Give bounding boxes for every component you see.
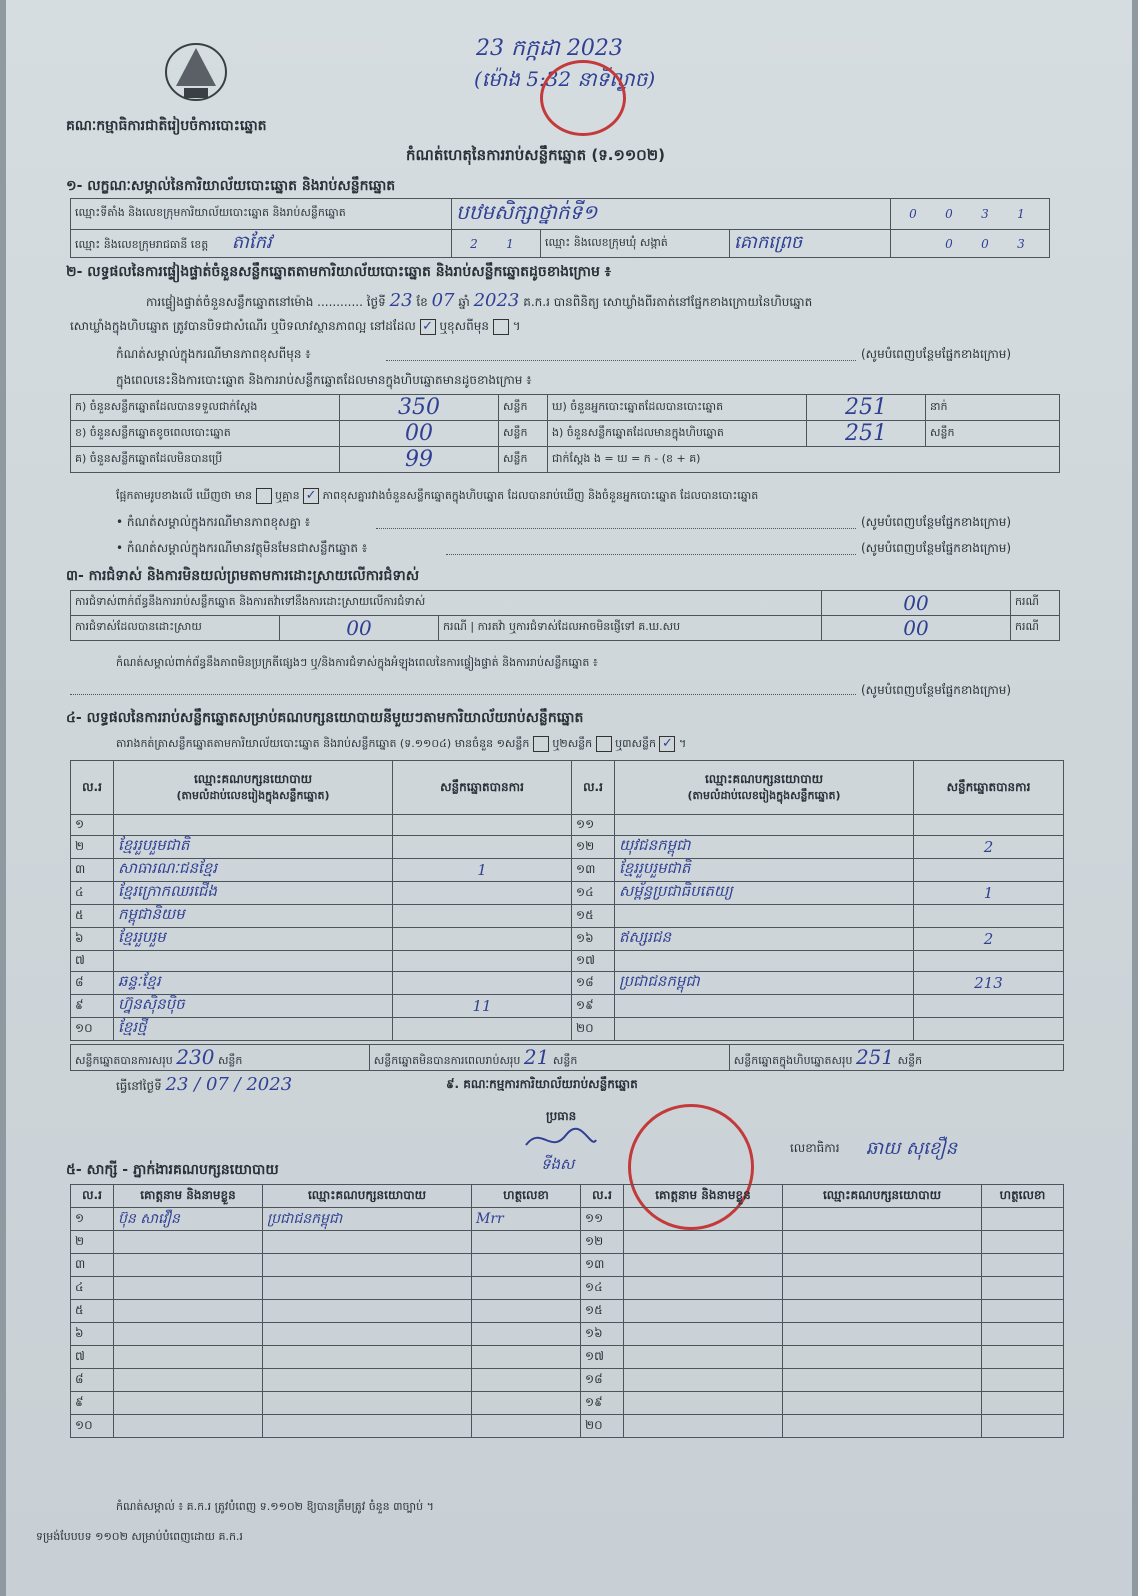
- party-name: [615, 815, 914, 836]
- party-name: ឆន្ទៈខ្មែរ: [114, 972, 393, 995]
- witness-sign: [472, 1300, 581, 1323]
- party-row: [71, 1018, 1064, 1041]
- witness-party: [263, 1231, 472, 1254]
- discrepancy-note-label: • កំណត់សម្គាល់ក្នុងករណីមានភាពខុសគ្នា ៖: [116, 515, 311, 529]
- witness-name: [624, 1323, 783, 1346]
- resolved-label: ការជំទាស់ដែលបានដោះស្រាយ: [71, 616, 280, 641]
- party-name: ខ្មែររួបរួមជាតិ: [114, 836, 393, 859]
- witness-row: [71, 1392, 1064, 1415]
- party-votes: [393, 1018, 572, 1041]
- witness-row: [71, 1346, 1064, 1369]
- col-no: ល.រ: [71, 761, 114, 815]
- witness-name: [114, 1369, 263, 1392]
- section-2-heading: ២- លទ្ធផលនៃការផ្ទៀងផ្ទាត់ចំនួនសន្លឹកឆ្នោតតាមការិយាល័យបោះឆ្នោត និងរាប់សន្លឹកឆ្នោតដូចខាងក្រោម ៖: [66, 264, 611, 280]
- witness-name: [624, 1231, 783, 1254]
- col-party: ឈ្មោះគណបក្សនយោបាយ (តាមលំដាប់លេខរៀងក្នុងសន្លឹកឆ្នោត): [114, 761, 393, 815]
- three-sheets-checkbox[interactable]: ✓: [659, 736, 675, 752]
- party-name: ខ្មែរក្រោកឈរជើង: [114, 882, 393, 905]
- witness-party: [783, 1208, 982, 1231]
- party-name: [615, 1018, 914, 1041]
- section-1-table: [70, 198, 1050, 258]
- fill-hint-4: (សូមបំពេញបន្ថែមផ្នែកខាងក្រោម): [861, 683, 1012, 697]
- row-no: ២: [71, 836, 114, 859]
- row-no: ៣: [71, 859, 114, 882]
- objections-label: ការជំទាស់ពាក់ព័ន្ធនឹងការរាប់សន្លឹកឆ្នោត និងការតវ៉ាទៅនឹងការដោះស្រាយលើការជំទាស់: [71, 591, 822, 616]
- row-no: ៤: [71, 882, 114, 905]
- witness-name: [624, 1300, 783, 1323]
- witness-name: [624, 1392, 783, 1415]
- unused-ballots-value: 99: [340, 447, 499, 473]
- foreign-object-note-label: • កំណត់សម្គាល់ក្នុងករណីមានវត្ថុមិនមែនជាសន្លឹកឆ្នោត ៖: [116, 541, 368, 555]
- witness-party: [263, 1277, 472, 1300]
- witness-sign: [472, 1323, 581, 1346]
- party-name: [615, 951, 914, 972]
- witness-party: [263, 1415, 472, 1438]
- witness-no: ១៤: [581, 1277, 624, 1300]
- party-votes: [914, 995, 1064, 1018]
- party-name: [114, 815, 393, 836]
- witness-name: [114, 1346, 263, 1369]
- witness-party: [783, 1346, 982, 1369]
- witness-no: ១៨: [581, 1369, 624, 1392]
- party-votes: [393, 928, 572, 951]
- witness-row: [71, 1277, 1064, 1300]
- party-row: [71, 882, 1064, 905]
- party-name: ឥស្សរជន: [615, 928, 914, 951]
- difference-note-label: កំណត់សម្គាល់ក្នុងករណីមានភាពខុសពីមុន ៖: [116, 347, 311, 361]
- party-votes: 11: [393, 995, 572, 1018]
- station-name-value: បឋមសិក្សាថ្នាក់ទី១: [452, 199, 891, 230]
- witness-party: [263, 1254, 472, 1277]
- party-name: ខ្មែររួបរួម: [114, 928, 393, 951]
- party-votes: 213: [914, 972, 1064, 995]
- witness-no: ១២: [581, 1231, 624, 1254]
- witness-row: [71, 1323, 1064, 1346]
- party-name: កម្ពុជានិយម: [114, 905, 393, 928]
- document-page: [6, 0, 1132, 1596]
- witness-row: [71, 1369, 1064, 1392]
- witness-party: [263, 1369, 472, 1392]
- row-no: ២០: [572, 1018, 615, 1041]
- row-no: ១៩: [572, 995, 615, 1018]
- party-name: ខ្មែររួបរួមជាតិ: [615, 859, 914, 882]
- witness-col-sign: ហត្ថលេខា: [472, 1185, 581, 1208]
- party-name: ប្រជាជនកម្ពុជា: [615, 972, 914, 995]
- witness-sign: [982, 1300, 1064, 1323]
- section-4-heading: ៤- លទ្ធផលនៃការរាប់សន្លឹកឆ្នោតសម្រាប់គណបក្សនយោបាយនីមួយៗតាមការិយាល័យរាប់សន្លឹកឆ្នោត: [66, 710, 584, 726]
- witness-no: ៤: [71, 1277, 114, 1300]
- witness-party: [783, 1254, 982, 1277]
- witness-party: [263, 1346, 472, 1369]
- spoiled-ballots-value: 00: [340, 421, 499, 447]
- witness-no: ៩: [71, 1392, 114, 1415]
- received-date-handwriting: 23 កក្កដា 2023: [476, 36, 623, 61]
- ballot-formula: ជាក់ស្ដែង ង = ឃ = ក - (ខ + គ): [548, 447, 1060, 473]
- witness-no: ១៥: [581, 1300, 624, 1323]
- difference-note-line[interactable]: [386, 360, 856, 361]
- witness-name: [114, 1254, 263, 1277]
- two-sheets-checkbox[interactable]: [596, 736, 612, 752]
- party-votes: [914, 815, 1064, 836]
- witness-sign: [472, 1346, 581, 1369]
- witness-sign: [982, 1392, 1064, 1415]
- party-name: [615, 995, 914, 1018]
- unit-sheet: សន្លឹក: [499, 447, 548, 473]
- witness-name: [624, 1254, 783, 1277]
- witness-sign: [982, 1415, 1064, 1438]
- party-votes: [393, 972, 572, 995]
- party-row: [71, 859, 1064, 882]
- row-no: ១២: [572, 836, 615, 859]
- discrepancy-text: ផ្អែកតាមរូបខាងលើ ឃើញថា មាន ឬគ្មាន ✓ ភាពខុសគ្នារវាងចំនួនសន្លឹកឆ្នោតក្នុងហិបឆ្នោត ដែលបានរាប់ឃើញ និងចំនួនអ្នកបោះឆ្នោត ដែលបានបោះឆ្នោត: [116, 488, 759, 503]
- changed-checkbox[interactable]: [493, 319, 509, 335]
- witness-name: [114, 1231, 263, 1254]
- witness-table: [70, 1184, 1064, 1438]
- party-votes: 1: [393, 859, 572, 882]
- commune-value: គោកព្រេច: [730, 230, 891, 258]
- station-code: 0 0 3 1: [891, 199, 1050, 230]
- section-5-heading: ៥- សាក្សី - ភ្នាក់ងារគណបក្សនយោបាយ: [66, 1162, 279, 1178]
- seal-status-text: សោឃ្លាំងក្នុងហិបឆ្នោត ត្រូវបានបិទជាសំណើរ ឬបិទលាវស្ថានភាពល្អ នៅដដែល ✓ ឬខុសពីមុន ។: [70, 318, 521, 334]
- party-votes: 1: [914, 882, 1064, 905]
- discrepancy-yes-checkbox[interactable]: [256, 488, 272, 504]
- unit-sheet: សន្លឹក: [499, 395, 548, 421]
- witness-sign: [472, 1369, 581, 1392]
- witness-party: [263, 1323, 472, 1346]
- fill-hint-2: (សូមបំពេញបន្ថែមផ្នែកខាងក្រោម): [861, 515, 1012, 529]
- totals-row: [70, 1044, 1064, 1071]
- witness-party: [783, 1277, 982, 1300]
- party-votes: [914, 905, 1064, 928]
- witness-no: ១៦: [581, 1323, 624, 1346]
- witness-row: [71, 1415, 1064, 1438]
- witness-sign: [982, 1208, 1064, 1231]
- party-votes: [393, 905, 572, 928]
- witness-sign: [472, 1415, 581, 1438]
- witness-col-name: គោត្តនាម និងនាមខ្លួន: [114, 1185, 263, 1208]
- objections-value: 00: [822, 591, 1011, 616]
- unit-case: ករណី: [1011, 591, 1060, 616]
- witness-no: ៣: [71, 1254, 114, 1277]
- voters-voted-label: ឃ) ចំនួនអ្នកបោះឆ្នោតដែលបានបោះឆ្នោត: [548, 395, 807, 421]
- party-results-table: [70, 760, 1064, 1041]
- witness-name: [624, 1415, 783, 1438]
- witness-sign: [982, 1254, 1064, 1277]
- objections-table: [70, 590, 1060, 641]
- row-no: ១៥: [572, 905, 615, 928]
- witness-no: ១៩: [581, 1392, 624, 1415]
- witness-sign: [982, 1369, 1064, 1392]
- station-name-label: ឈ្មោះទីតាំង និងលេខក្រុមការិយាល័យបោះឆ្នោត និងរាប់សន្លឹកឆ្នោត: [71, 199, 452, 230]
- witness-name: [114, 1415, 263, 1438]
- ballot-count-table: [70, 394, 1060, 473]
- witness-col-sign-right: ហត្ថលេខា: [982, 1185, 1064, 1208]
- witness-party: [783, 1369, 982, 1392]
- form-footer: ទម្រង់បែបបទ ១១០២ សម្រាប់បំពេញដោយ គ.ក.រ: [36, 1530, 243, 1543]
- row-no: ១០: [71, 1018, 114, 1041]
- witness-col-no-right: ល.រ: [581, 1185, 624, 1208]
- fill-hint-3: (សូមបំពេញបន្ថែមផ្នែកខាងក្រោម): [861, 541, 1012, 555]
- witness-no: ១: [71, 1208, 114, 1231]
- party-name: ហ្វ៊ុនស៊ិនប៉ិច: [114, 995, 393, 1018]
- forwarded-label: ករណី | ការតវ៉ា ឬការជំទាស់ដែលអាចមិនផ្ញើទៅ គ.ឃ.សប: [439, 616, 822, 641]
- witness-party: [783, 1415, 982, 1438]
- total-in-box: សន្លឹកឆ្នោតក្នុងហិបឆ្នោតសរុប 251 សន្លឹក: [729, 1045, 1063, 1071]
- committee-label: ៩. គណៈកម្មការការិយាល័យរាប់សន្លឹកឆ្នោត: [446, 1077, 638, 1091]
- row-no: ១៤: [572, 882, 615, 905]
- witness-name: [624, 1346, 783, 1369]
- witness-no: ៦: [71, 1323, 114, 1346]
- party-votes: 2: [914, 836, 1064, 859]
- fill-hint-1: (សូមបំពេញបន្ថែមផ្នែកខាងក្រោម): [861, 347, 1012, 361]
- party-row: [71, 905, 1064, 928]
- voters-voted-value: 251: [807, 395, 926, 421]
- witness-party: [783, 1323, 982, 1346]
- witness-party: ប្រជាជនកម្ពុជា: [263, 1208, 472, 1231]
- ballots-in-box-value: 251: [807, 421, 926, 447]
- party-name: [615, 905, 914, 928]
- national-election-committee-emblem: [156, 36, 236, 112]
- col-no-right: ល.រ: [572, 761, 615, 815]
- section-1-heading: ១- លក្ខណៈសម្គាល់នៃការិយាល័យបោះឆ្នោត និងរាប់សន្លឹកឆ្នោត: [66, 178, 396, 194]
- witness-name: [114, 1392, 263, 1415]
- witness-col-name-right: គោត្តនាម និងនាមខ្លួន: [624, 1185, 783, 1208]
- discrepancy-no-checkbox[interactable]: ✓: [303, 488, 319, 504]
- witness-no: ១០: [71, 1415, 114, 1438]
- party-row: [71, 928, 1064, 951]
- org-title: គណៈកម្មាធិការជាតិរៀបចំការបោះឆ្នោត: [66, 118, 267, 134]
- witness-party: [783, 1392, 982, 1415]
- unit-case: ករណី: [1011, 616, 1060, 641]
- ballot-summary-intro: ក្នុងពេលនេះនិងការបោះឆ្នោត និងការរាប់សន្លឹកឆ្នោតដែលមានក្នុងហិបឆ្នោតមានដូចខាងក្រោម ៖: [116, 373, 532, 387]
- witness-sign: Mrr: [472, 1208, 581, 1231]
- row-no: ៦: [71, 928, 114, 951]
- chair-signature: [521, 1120, 601, 1160]
- witness-sign: [472, 1277, 581, 1300]
- witness-sign: [472, 1392, 581, 1415]
- unit-person: នាក់: [926, 395, 1060, 421]
- ballots-received-label: ក) ចំនួនសន្លឹកឆ្នោតដែលបានទទួលជាក់ស្ដែង: [71, 395, 340, 421]
- witness-name: [624, 1208, 783, 1231]
- witness-col-no: ល.រ: [71, 1185, 114, 1208]
- tally-sheet-count-text: តារាងកត់ត្រាសន្លឹកឆ្នោតតាមការិយាល័យបោះឆ្នោត និងរាប់សន្លឹកឆ្នោត (ទ.១១០៤) មានចំនួន ១សន្លឹក ឬ២សន្លឹក ឬ៣សន្លឹក ✓ ។: [116, 736, 687, 751]
- witness-party: [783, 1300, 982, 1323]
- witness-no: ២០: [581, 1415, 624, 1438]
- witness-sign: [982, 1346, 1064, 1369]
- witness-row: [71, 1231, 1064, 1254]
- witness-col-party: ឈ្មោះគណបក្សនយោបាយ: [263, 1185, 472, 1208]
- party-votes: 2: [914, 928, 1064, 951]
- witness-no: ២: [71, 1231, 114, 1254]
- party-votes: [393, 951, 572, 972]
- irregularity-note-line[interactable]: [70, 694, 856, 695]
- unit-sheet: សន្លឹក: [926, 421, 1060, 447]
- witness-no: ៧: [71, 1346, 114, 1369]
- witness-no: ៨: [71, 1369, 114, 1392]
- witness-name: ប៊ុន សាវឿន: [114, 1208, 263, 1231]
- witness-sign: [982, 1277, 1064, 1300]
- chair-label: ប្រធាន: [546, 1109, 577, 1123]
- witness-name: [624, 1277, 783, 1300]
- witness-sign: [472, 1231, 581, 1254]
- witness-no: ១១: [581, 1208, 624, 1231]
- received-time-handwriting: (ម៉ោង 5:32 នាទីល្ងាច): [474, 67, 656, 91]
- party-votes: [914, 1018, 1064, 1041]
- foreign-object-note-line[interactable]: [446, 554, 856, 555]
- party-row: [71, 995, 1064, 1018]
- col-votes-right: សន្លឹកឆ្នោតបានការ: [914, 761, 1064, 815]
- witness-no: ១៧: [581, 1346, 624, 1369]
- commune-code: 0 0 3: [891, 230, 1050, 258]
- party-row: [71, 951, 1064, 972]
- total-valid: សន្លឹកឆ្នោតបានការសរុប 230 សន្លឹក: [71, 1045, 370, 1071]
- forwarded-value: 00: [822, 616, 1011, 641]
- discrepancy-note-line[interactable]: [376, 528, 856, 529]
- party-votes: [393, 815, 572, 836]
- witness-party: [263, 1300, 472, 1323]
- witness-sign: [982, 1231, 1064, 1254]
- irregularity-note-label: កំណត់សម្គាល់ពាក់ព័ន្ធនឹងភាពមិនប្រក្រតីផ្សេងៗ ឬ/និងការជំទាស់ក្នុងអំឡុងពេលនៃការផ្ទៀងផ្ទាត់ និងការរាប់សន្លឹកឆ្នោត ៖: [116, 656, 598, 669]
- chair-name: ទីងស: [541, 1155, 575, 1173]
- resolved-value: 00: [280, 616, 439, 641]
- verification-time-text: ការផ្ទៀងផ្ទាត់ចំនួនសន្លឹកឆ្នោតនៅម៉ោង ............ ថ្ងៃទី 23 ខែ 07 ឆ្នាំ 2023 គ.ក.រ បានពិនិត្យ សោឃ្លាំងពីរតាត់នៅផ្នែកខាងក្រោយនៃហិបឆ្នោត: [146, 290, 813, 311]
- witness-no: ១៣: [581, 1254, 624, 1277]
- row-no: ១៣: [572, 859, 615, 882]
- commune-label: ឈ្មោះ និងលេខក្រុមឃុំ សង្កាត់: [541, 230, 730, 258]
- party-row: [71, 815, 1064, 836]
- row-no: ៥: [71, 905, 114, 928]
- witness-sign: [982, 1323, 1064, 1346]
- total-invalid: សន្លឹកឆ្នោតមិនបានការពេលរាប់សរុប 21 សន្លឹក: [369, 1045, 729, 1071]
- ballots-in-box-label: ង) ចំនួនសន្លឹកឆ្នោតដែលមានក្នុងហិបឆ្នោត: [548, 421, 807, 447]
- row-no: ៨: [71, 972, 114, 995]
- province-label: ឈ្មោះ និងលេខក្រុមរាជធានី ខេត្ត តាកែវ: [71, 230, 452, 258]
- witness-party: [263, 1392, 472, 1415]
- party-row: [71, 972, 1064, 995]
- red-official-stamp-top: [540, 60, 626, 136]
- footnote: កំណត់សម្គាល់ ៖ គ.ក.រ ត្រូវបំពេញ ទ.១១០២ ឱ្យបានត្រឹមត្រូវ ចំនួន ៣ច្បាប់ ។: [116, 1500, 434, 1513]
- witness-sign: [472, 1254, 581, 1277]
- witness-row: [71, 1254, 1064, 1277]
- party-votes: [914, 859, 1064, 882]
- party-votes: [393, 882, 572, 905]
- unit-sheet: សន្លឹក: [499, 421, 548, 447]
- unused-ballots-label: គ) ចំនួនសន្លឹកឆ្នោតដែលមិនបានប្រើ: [71, 447, 340, 473]
- spoiled-ballots-label: ខ) ចំនួនសន្លឹកឆ្នោតខូចពេលបោះឆ្នោត: [71, 421, 340, 447]
- one-sheet-checkbox[interactable]: [533, 736, 549, 752]
- form-title: កំណត់ហេតុនៃការរាប់សន្លឹកឆ្នោត (ទ.១១០២): [406, 146, 666, 164]
- party-name: សម្ព័ន្ធប្រជាធិបតេយ្យ: [615, 882, 914, 905]
- witness-row: [71, 1300, 1064, 1323]
- col-party-right: ឈ្មោះគណបក្សនយោបាយ (តាមលំដាប់លេខរៀងក្នុងសន្លឹកឆ្នោត): [615, 761, 914, 815]
- witness-party: [783, 1231, 982, 1254]
- ballots-received-value: 350: [340, 395, 499, 421]
- row-no: ១: [71, 815, 114, 836]
- witness-no: ៥: [71, 1300, 114, 1323]
- party-name: [114, 951, 393, 972]
- section-3-heading: ៣- ការជំទាស់ និងការមិនយល់ព្រមតាមការដោះស្រាយលើការជំទាស់: [66, 568, 420, 584]
- party-votes: [914, 951, 1064, 972]
- row-no: ៩: [71, 995, 114, 1018]
- witness-row: [71, 1208, 1064, 1231]
- witness-col-party-right: ឈ្មោះគណបក្សនយោបាយ: [783, 1185, 982, 1208]
- witness-name: [114, 1323, 263, 1346]
- party-votes: [393, 836, 572, 859]
- col-votes: សន្លឹកឆ្នោតបានការ: [393, 761, 572, 815]
- party-row: [71, 836, 1064, 859]
- unchanged-checkbox[interactable]: ✓: [420, 319, 436, 335]
- witness-name: [114, 1300, 263, 1323]
- secretary-label: លេខាធិការ: [790, 1141, 840, 1155]
- row-no: ១៧: [572, 951, 615, 972]
- party-name: សាធារណៈជនខ្មែរ: [114, 859, 393, 882]
- witness-name: [624, 1369, 783, 1392]
- province-code: 2 1: [452, 230, 541, 258]
- witness-name: [114, 1277, 263, 1300]
- report-date: ធ្វើនៅថ្ងៃទី 23 / 07 / 2023: [116, 1074, 293, 1095]
- row-no: ១១: [572, 815, 615, 836]
- secretary-name: ឆាយ សុខឿន: [866, 1138, 958, 1159]
- party-name: យុវជនកម្ពុជា: [615, 836, 914, 859]
- party-name: ខ្មែរថ្មី: [114, 1018, 393, 1041]
- row-no: ៧: [71, 951, 114, 972]
- row-no: ១៨: [572, 972, 615, 995]
- row-no: ១៦: [572, 928, 615, 951]
